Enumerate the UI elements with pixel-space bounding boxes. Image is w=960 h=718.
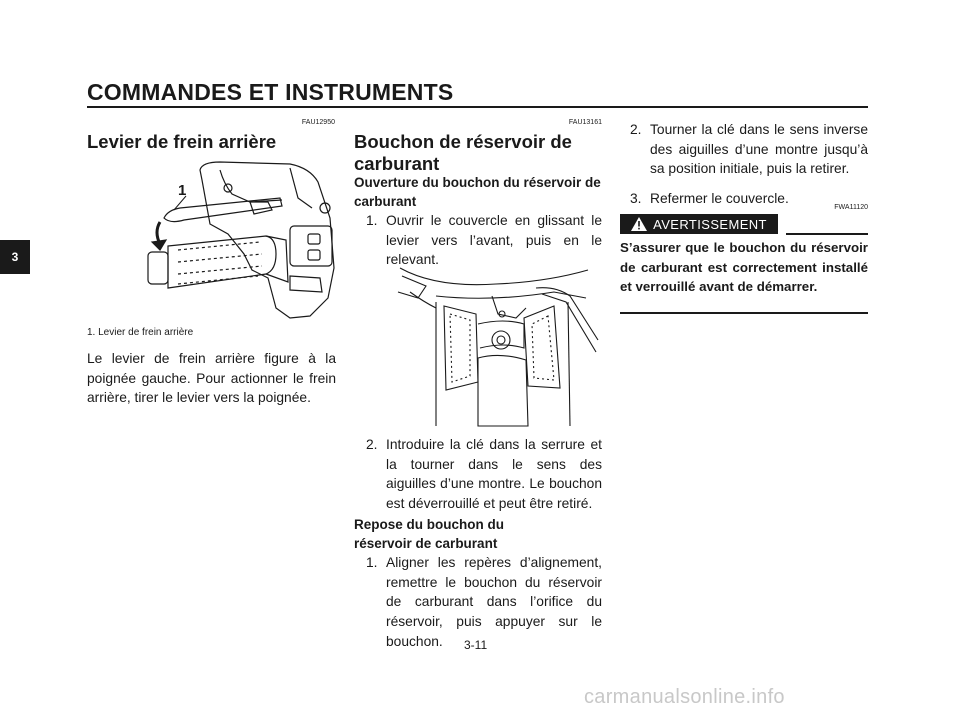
watermark: carmanualsonline.info bbox=[584, 686, 785, 708]
fuel-cap-illustration bbox=[396, 262, 602, 428]
list-number: 3. bbox=[630, 191, 642, 206]
list-number: 1. bbox=[366, 555, 378, 570]
list-text: Refermer le couvercle. bbox=[650, 191, 789, 206]
list-text: Ouvrir le couvercle en glissant le levier vers l’avant, puis en le relevant. bbox=[386, 213, 602, 268]
warning-banner bbox=[620, 214, 868, 234]
subheading-installation: Repose du bouchon du réservoir de carburant bbox=[354, 517, 504, 551]
figure-callout: 1 bbox=[178, 182, 187, 199]
section-heading: Levier de frein arrière bbox=[87, 131, 277, 152]
warning-code: FWA11120 bbox=[834, 204, 868, 211]
page-number: 3-11 bbox=[464, 638, 488, 652]
list-item bbox=[630, 120, 868, 200]
subheading-opening: Ouverture du bouchon du réservoir de carburant bbox=[354, 175, 601, 209]
list-number: 2. bbox=[366, 437, 378, 452]
section-paragraph: Le levier de frein arrière figure à la poignée gauche. Pour actionner le frein arrière, tirer le levier vers la poignée. bbox=[87, 351, 336, 406]
brake-lever-illustration bbox=[140, 158, 336, 324]
chapter-tab: 3 bbox=[0, 240, 30, 274]
list-text: Aligner les repères d’alignement, remettre le bouchon du réservoir de carburant dans l’orifice du réservoir, puis appuyer sur le bouchon. bbox=[386, 555, 602, 649]
warning-bottom-rule bbox=[620, 312, 868, 314]
header-divider bbox=[87, 106, 868, 108]
list-text: Tourner la clé dans le sens inverse des aiguilles d’une montre jusqu’à sa position initiale, puis la retirer. bbox=[650, 122, 868, 177]
warning-label-box bbox=[620, 214, 778, 234]
list-text: Introduire la clé dans la serrure et la tourner dans le sens des aiguilles d’une montre. Le bouchon est déverrouillé et peut être retiré. bbox=[386, 437, 602, 512]
section-code: FAU13161 bbox=[568, 119, 602, 126]
section-heading: Bouchon de réservoir de carburant bbox=[354, 131, 572, 174]
warning-label: AVERTISSEMENT bbox=[653, 216, 767, 232]
chapter-title: COMMANDES ET INSTRUMENTS bbox=[87, 79, 454, 105]
section-code: FAU12950 bbox=[301, 119, 335, 126]
warning-text: S’assurer que le bouchon du réservoir de carburant est correctement installé et verrouillé avant de démarrer. bbox=[620, 240, 868, 294]
list-item bbox=[366, 435, 602, 515]
figure-caption: 1. Levier de frein arrière bbox=[87, 327, 194, 338]
list-number: 1. bbox=[366, 213, 378, 228]
warning-rule bbox=[786, 233, 868, 235]
list-number: 2. bbox=[630, 122, 642, 137]
warning-icon bbox=[631, 217, 647, 231]
